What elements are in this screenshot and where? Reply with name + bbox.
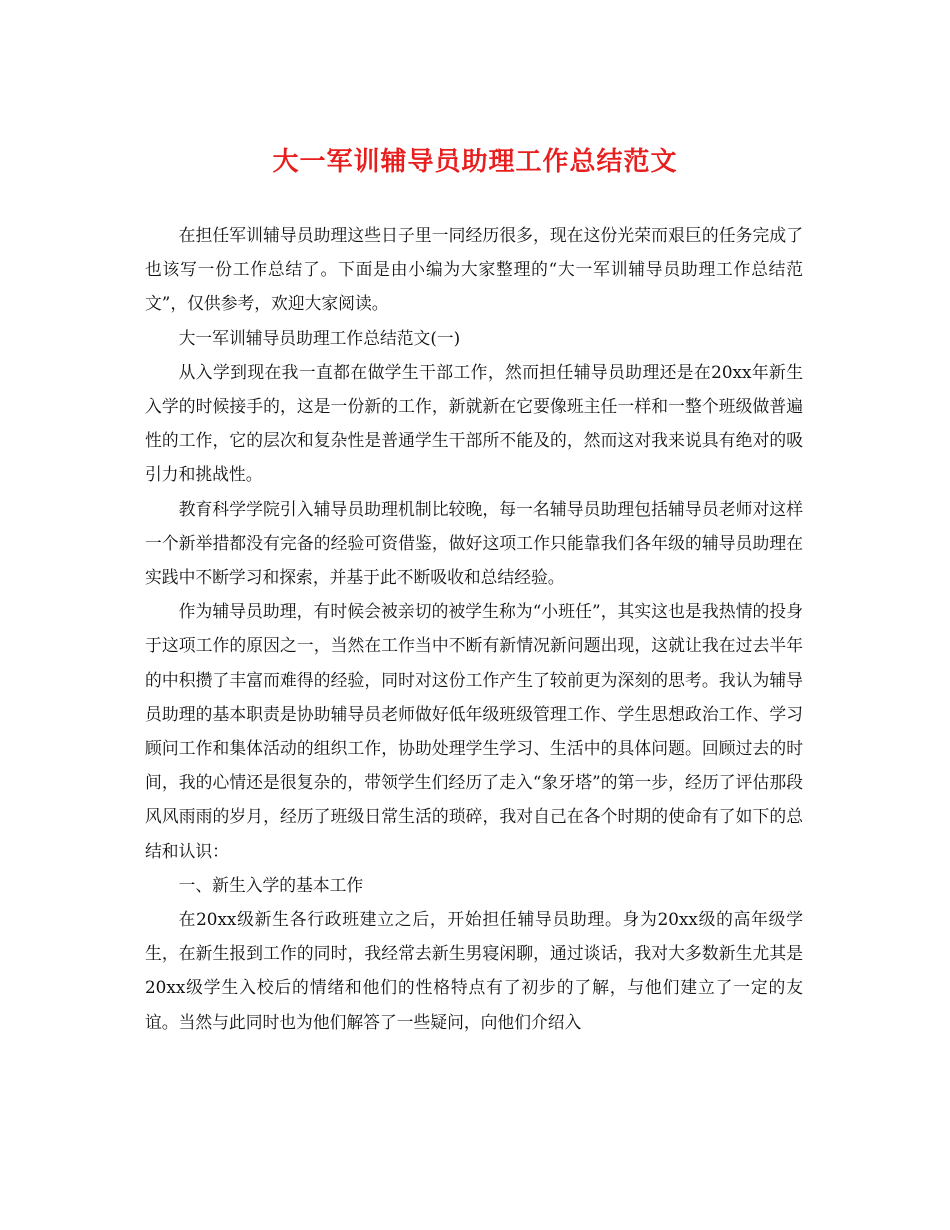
- section-heading: 一、新生入学的基本工作: [178, 874, 364, 895]
- paragraph-intro: 在担任军训辅导员助理这些日子里一同经历很多，现在这份光荣而艰巨的任务完成了也该写一份工作总结了。下面是由小编为大家整理的“大一军训辅导员助理工作总结范文”，仅供参考，欢迎大家阅读。: [145, 225, 803, 314]
- document-body: [145, 218, 803, 1039]
- section-heading: 大一军训辅导员助理工作总结范文(一): [178, 327, 461, 348]
- document-title: 大一军训辅导员助理工作总结范文: [272, 147, 678, 177]
- paragraph: 在20xx级新生各行政班建立之后，开始担任辅导员助理。身为20xx级的高年级学生，在新生报到工作的同时，我经常去新生男寝闲聊，通过谈话，我对大多数新生尤其是20xx级学生入校后的情绪和他们的性格特点有了初步的了解，与他们建立了一定的友谊。当然与此同时也为他们解答了一些疑问，向他们介绍入: [145, 909, 803, 1032]
- paragraph: 教育科学学院引入辅导员助理机制比较晚，每一名辅导员助理包括辅导员老师对这样一个新举措都没有完备的经验可资借鉴，做好这项工作只能靠我们各年级的辅导员助理在实践中不断学习和探索，并基于此不断吸收和总结经验。: [145, 498, 803, 588]
- paragraph: 作为辅导员助理，有时候会被亲切的被学生称为“小班任”，其实这也是我热情的投身于这项工作的原因之一，当然在工作当中不断有新情况新问题出现，这就让我在过去半年的中积攒了丰富而难得的经验，同时对这份工作产生了较前更为深刻的思考。我认为辅导员助理的基本职责是协助辅导员老师做好低年级班级管理工作、学生思想政治工作、学习顾问工作和集体活动的组织工作，协助处理学生学习、生活中的具体问题。回顾过去的时间，我的心情还是很复杂的，带领学生们经历了走入“象牙塔”的第一步，经历了评估那段风风雨雨的岁月，经历了班级日常生活的琐碎，我对自己在各个时期的使命有了如下的总结和认识：: [145, 601, 803, 861]
- paragraph: 从入学到现在我一直都在做学生干部工作，然而担任辅导员助理还是在20xx年新生入学的时候接手的，这是一份新的工作，新就新在它要像班主任一样和一整个班级做普遍性的工作，它的层次和复杂性是普通学生干部所不能及的，然而这对我来说具有绝对的吸引力和挑战性。: [145, 361, 803, 485]
